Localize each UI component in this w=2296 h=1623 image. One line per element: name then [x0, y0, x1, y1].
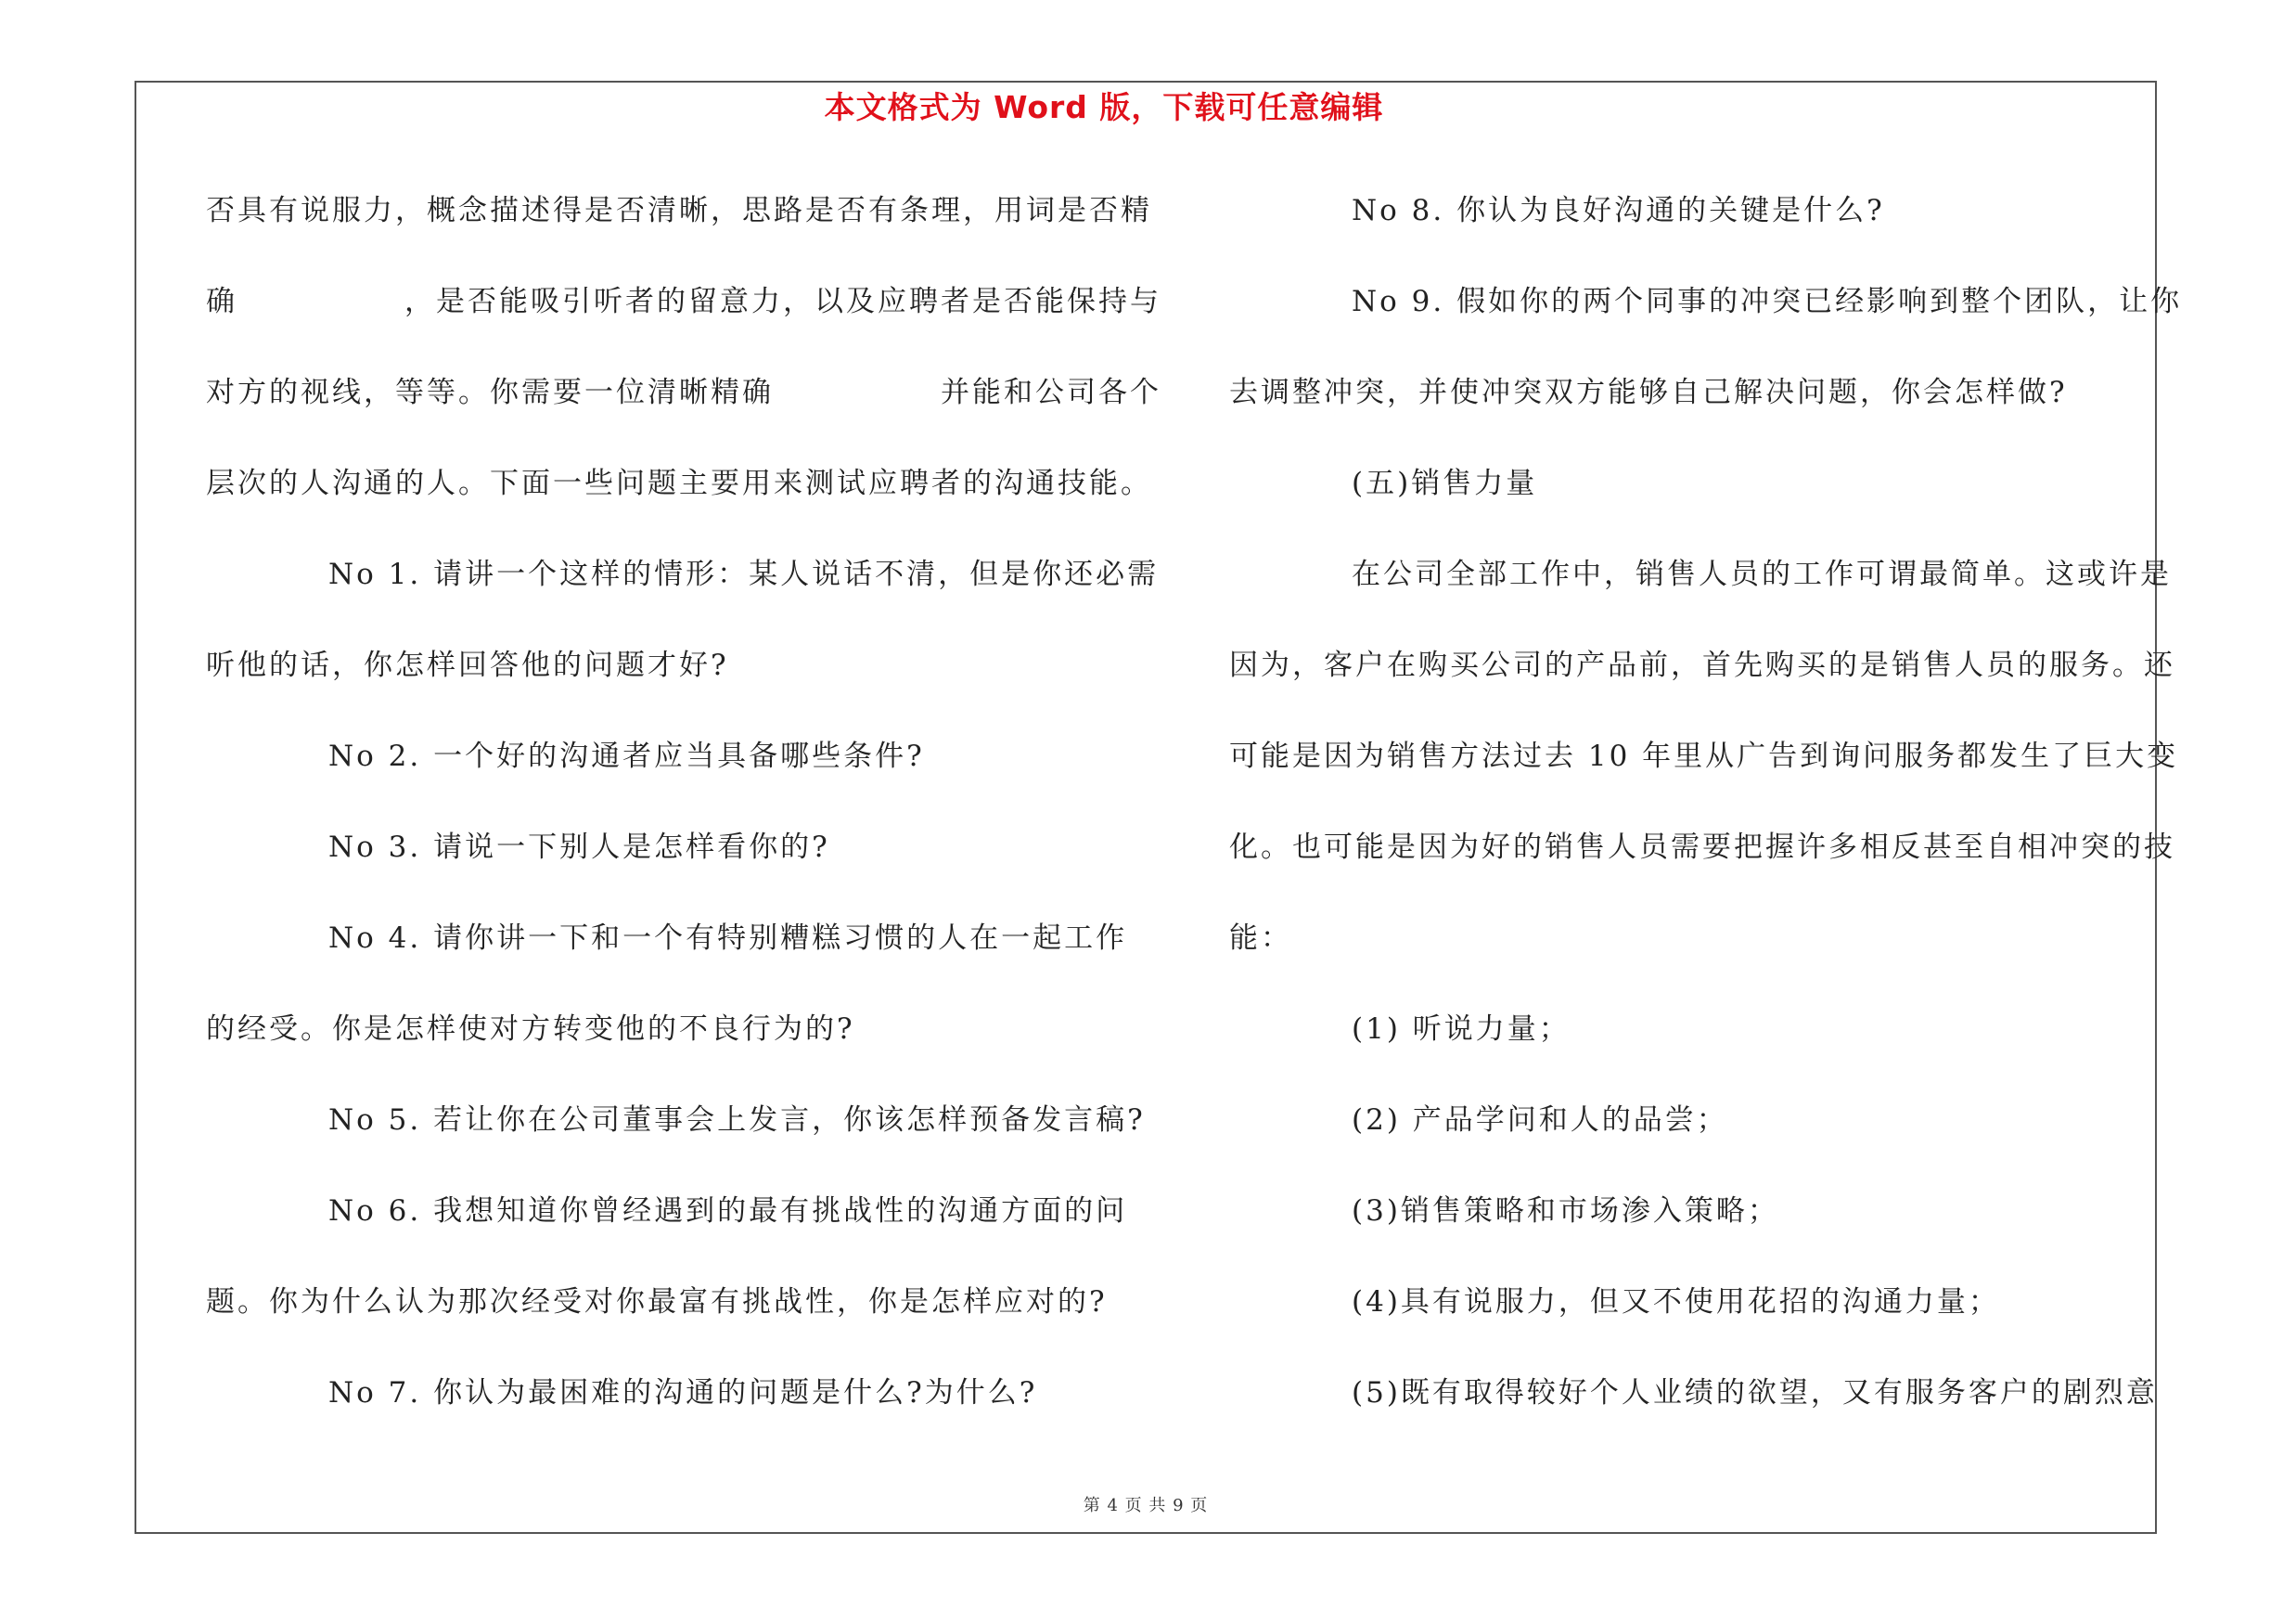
page-number: 第 4 页 共 9 页 [1083, 1496, 1209, 1515]
paragraph-line: 在公司全部工作中，销售人员的工作可谓最简单。这或许是 [1352, 558, 2172, 591]
question-no6: No 6. 我想知道你曾经遇到的最有挑战性的沟通方面的问 [328, 1194, 1128, 1228]
paragraph-line: 确 ，是否能吸引听者的留意力，以及应聘者是否能保持与 [206, 285, 1161, 318]
list-item: (3)销售策略和市场渗入策略； [1352, 1194, 1779, 1228]
paragraph-line: 可能是因为销售方法过去 10 年里从广告到询问服务都发生了巨大变 [1229, 740, 2179, 773]
question-no5: No 5. 若让你在公司董事会上发言，你该怎样预备发言稿? [328, 1103, 1146, 1137]
list-item: (5)既有取得较好个人业绩的欲望，又有服务客户的剧烈意 [1352, 1376, 2158, 1410]
paragraph-line: 层次的人沟通的人。下面一些问题主要用来测试应聘者的沟通技能。 [206, 467, 1152, 500]
paragraph-line: 去调整冲突，并使冲突双方能够自己解决问题，你会怎样做? [1229, 376, 2068, 409]
paragraph-line: 能： [1229, 921, 1292, 955]
left-text-column [206, 183, 1161, 1456]
right-text-column [1229, 183, 2183, 1456]
section-heading: (五)销售力量 [1352, 467, 1538, 500]
question-no3: No 3. 请说一下别人是怎样看你的? [328, 831, 830, 864]
paragraph-line: 题。你为什么认为那次经受对你最富有挑战性，你是怎样应对的? [206, 1285, 1108, 1319]
question-no7: No 7. 你认为最困难的沟通的问题是什么?为什么? [328, 1376, 1038, 1410]
paragraph-line: 听他的话，你怎样回答他的问题才好? [206, 649, 729, 682]
paragraph-line: 的经受。你是怎样使对方转变他的不良行为的? [206, 1012, 855, 1046]
list-item: (2) 产品学问和人的品尝； [1352, 1103, 1728, 1137]
word-format-banner: 本文格式为 Word 版，下载可任意编辑 [824, 89, 1384, 125]
list-item: (1) 听说力量； [1352, 1012, 1571, 1046]
paragraph-line: 否具有说服力，概念描述得是否清晰，思路是否有条理，用词是否精 [206, 194, 1152, 227]
paragraph-line: 化。也可能是因为好的销售人员需要把握许多相反甚至自相冲突的技 [1229, 831, 2175, 864]
question-no2: No 2. 一个好的沟通者应当具备哪些条件? [328, 740, 925, 773]
paragraph-line: 对方的视线，等等。你需要一位清晰精确 并能和公司各个 [206, 376, 1161, 409]
question-no9: No 9. 假如你的两个同事的冲突已经影响到整个团队，让你 [1352, 285, 2183, 318]
paragraph-line: 因为，客户在购买公司的产品前，首先购买的是销售人员的服务。还 [1229, 649, 2175, 682]
question-no4: No 4. 请你讲一下和一个有特别糟糕习惯的人在一起工作 [328, 921, 1128, 955]
question-no8: No 8. 你认为良好沟通的关键是什么? [1352, 194, 1885, 227]
question-no1: No 1. 请讲一个这样的情形：某人说话不清，但是你还必需 [328, 558, 1160, 591]
list-item: (4)具有说服力，但又不使用花招的沟通力量； [1352, 1285, 2000, 1319]
